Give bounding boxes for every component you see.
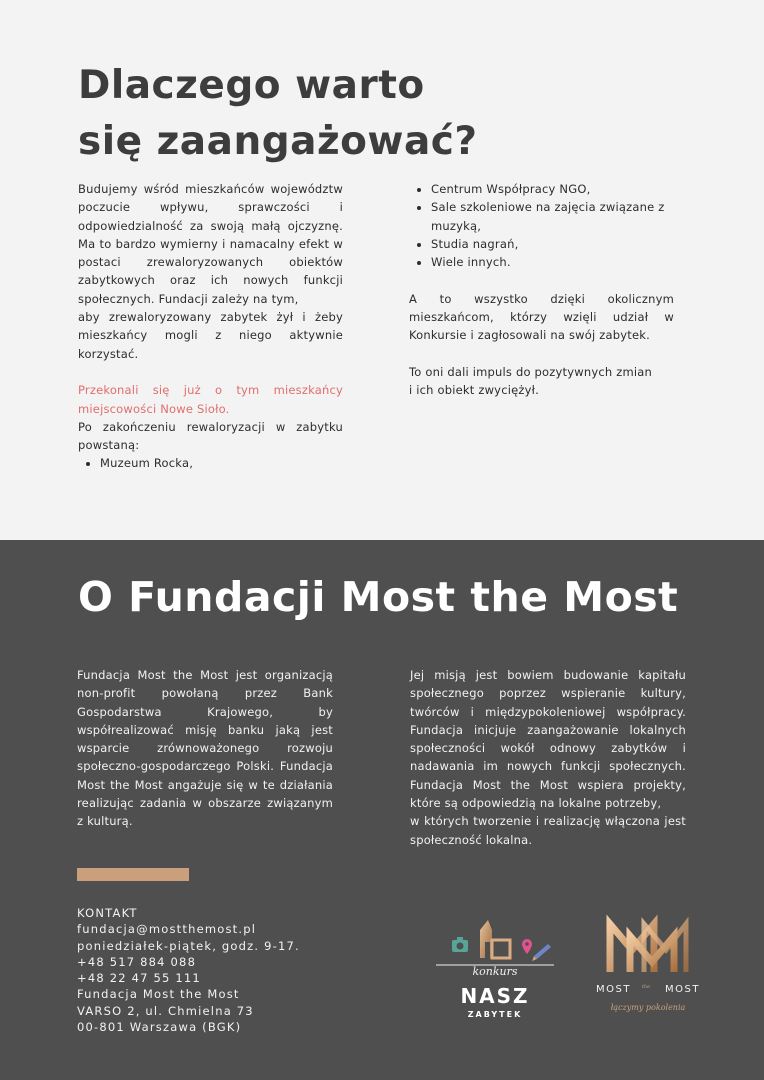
location-pin-icon	[522, 939, 532, 954]
camera-icon	[452, 937, 468, 952]
why-left-list	[78, 454, 343, 472]
list-item: • Wiele innych.	[431, 253, 674, 271]
why-right-column	[409, 180, 674, 400]
contact-hours: poniedziałek-piątek, godz. 9-17.	[77, 938, 300, 953]
about-right-text-2: w których tworzenie i realizację włączona jest społeczność lokalna.	[410, 814, 686, 847]
why-right-list	[409, 180, 674, 271]
about-right-text: Jej misją jest bowiem budowanie kapitału społecznego poprzez wspieranie kultury, twórców i międzypokoleniowej współpracy. Fundacja inicjuje zaangażowanie lokalnych społeczności wokół odnowy zabytków i nadawania im nowych funkcji społecznych. Fundacja Most the Most wspiera projekty, które są odpowiedzią na lokalne potrzeby,	[410, 668, 686, 811]
logo-tagline: łączymy pokolenia	[610, 1003, 686, 1012]
logo-sub-text: ZABYTEK	[467, 1010, 523, 1019]
why-title: Dlaczego warto się zaangażować?	[78, 63, 478, 164]
why-highlight: Przekonali się już o tym mieszkańcy miejscowości Nowe Sioło.	[78, 383, 343, 416]
contact-heading: KONTAKT	[77, 906, 138, 920]
why-para-2a: To oni dali impuls do pozytywnych zmian	[409, 364, 652, 379]
logo-most-right: MOST	[665, 984, 700, 995]
about-left-text: Fundacja Most the Most jest organizacją non-profit powołaną przez Bank Gospodarstwa Krajowego, by współrealizować misję banku jaką jest wsparcie zrównoważonego rozwoju społeczno-gospodarczego Polski. Fundacja Most the Most angażuje się w te działania realizując zadania w obszarze związanym z kulturą.	[77, 668, 333, 829]
contact-phone-2[interactable]: +48 22 47 55 111	[77, 971, 201, 986]
why-left-column	[78, 180, 343, 473]
list-item: • Centrum Współpracy NGO,	[431, 180, 674, 198]
list-item: • Muzeum Rocka,	[100, 454, 343, 472]
most-the-most-logo	[588, 910, 708, 1020]
contact-phone-1[interactable]: +48 517 884 088	[77, 954, 197, 969]
building-icon	[480, 920, 510, 958]
mm-monogram-icon	[610, 924, 686, 972]
logo-script-text: konkurs	[472, 965, 518, 978]
logo-main-text: NASZ	[460, 984, 530, 1008]
list-item: • Sale szkoleniowe na zajęcia związane z muzyką,	[431, 198, 674, 235]
logo-most-left: MOST	[596, 984, 631, 995]
contact-street: VARSO 2, ul. Chmielna 73	[77, 1003, 254, 1018]
why-intro-2: aby zrewaloryzowany zabytek żył i żeby mieszkańcy mogli z niego aktywnie korzystać.	[78, 310, 343, 361]
about-left-column	[77, 666, 333, 831]
why-para-1: A to wszystko dzięki okolicznym mieszkańcom, którzy wzięli udział w Konkursie i zagłosowali na swój zabytek.	[409, 291, 674, 343]
why-after: Po zakończeniu rewaloryzacji w zabytku powstaną:	[78, 419, 343, 453]
contact-city: 00-801 Warszawa (BGK)	[77, 1020, 242, 1035]
about-right-column	[410, 666, 686, 849]
contact-email[interactable]: fundacja@mostthemost.pl	[77, 922, 257, 937]
list-item: • Studia nagrań,	[431, 235, 674, 253]
accent-bar	[77, 868, 189, 881]
why-para-2b: i ich obiekt zwyciężył.	[409, 383, 539, 398]
why-intro: Budujemy wśród mieszkańców województw poczucie wpływu, sprawczości i odpowiedzialność za swoją małą ojczyznę. Ma to bardzo wymierny i namacalny efekt w postaci zrewaloryzowanych obiektów zabytkowych oraz ich nowych funkcji społecznych. Fundacji zależy na tym,	[78, 182, 343, 306]
nasz-zabytek-logo	[430, 912, 560, 1027]
logo-the: the	[641, 984, 651, 990]
about-title: O Fundacji Most the Most	[78, 573, 679, 621]
pen-icon	[532, 944, 551, 961]
contact-org: Fundacja Most the Most	[77, 987, 240, 1002]
contact-block	[77, 905, 300, 1035]
